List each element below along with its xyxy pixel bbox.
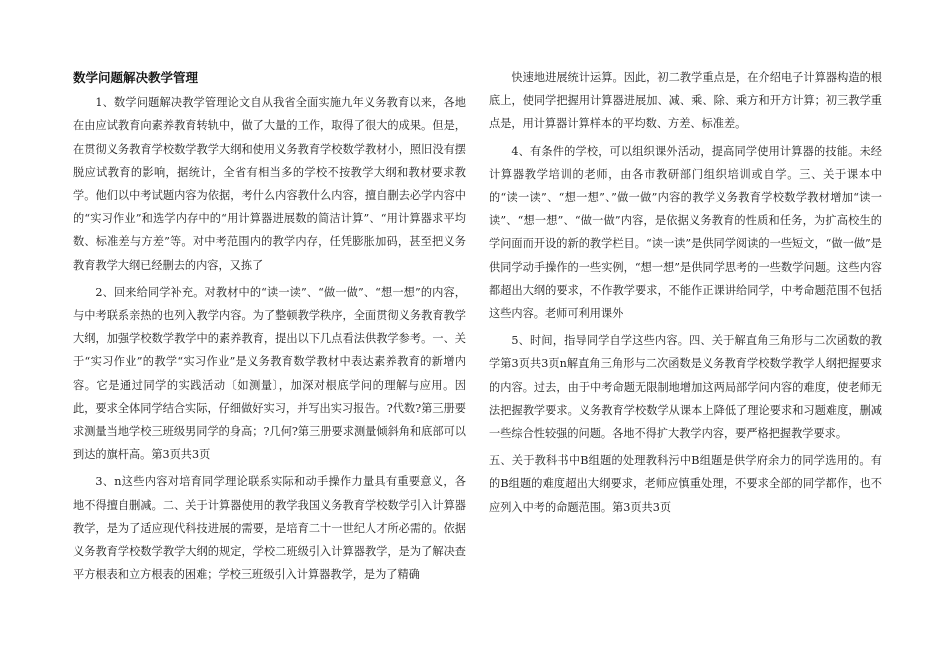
paragraph-6: 五、关于教科书中B组题的处理教科污中B组题是供学府余力的同学选用的。有的B组题的难度超出大纲要求，老师应慎重处理，不要求全部的同学都作，也不应列入中考的命题范围。第3页共3页: [489, 454, 882, 514]
right-column: [489, 66, 882, 523]
paragraph-3: 3、n这些内容对培育同学理论联系实际和动手操作力量具有重要意义，各地不得擅自删减。二、关于计算器使用的教学我国义务教育学校数学引入计算器教学，是为了适应现代科技进展的需要，是培育二十一世纪人才所必需的。依据义务教育学校数学教学大纲的规定，学校二班级引入计算器教学，是为了解决查平方根表和立方根表的困难；学校三班级引入计算器教学，是为了精确: [73, 475, 466, 582]
paragraph-2: 2、回来给同学补充。对教材中的“读一读”、“做一做”、“想一想”的内容，与中考联系亲热的也列入教学内容。为了整顿教学秩序，全面贯彻义务教育教学大纲，加强学校数学教学中的素养教育，提出以下几点看法供教学参考。一、关于“实习作业”的教学“实习作业”是义务教育数学教材中表达素养教育的新增内容。它是通过同学的实践活动〔如测量〕，加深对根底学问的理解与应用。因此，要求全体同学结合实际，仔细做好实习，并写出实习报告。?代数?第三册要求测量当地学校三班级男同学的身高；?几何?第三册要求测量倾斜角和底部可以到达的旗杆高。第3页共3页: [73, 285, 466, 462]
left-column: [73, 66, 466, 590]
document-title: 数学问题解决教学管理: [73, 70, 199, 85]
paragraph-4: 4、有条件的学校，可以组织课外活动，提高同学使用计算器的技能。未经计算器教学培训的老师，由各市教研部门组织培训或自学。三、关于课本中的“读一读”、“想一想”、”做一做”内容的教学义务教育学校数学教材增加“读一读”、“想一想”、“做一做”内容，是依据义务教育的性质和任务，为扩高校生的学问面而开设的新的教学栏目。“读一读”是供同学阅读的一些短文，“做一做”是供同学动手操作的一些实例，“想一想”是供同学思考的一些数学问题。这些内容都超出大纲的要求，不作教学要求，不能作正课讲给同学，中考命题范围不包括这些内容。老师可利用课外: [489, 144, 882, 321]
paragraph-3-continued: 快速地进展统计运算。因此，初二教学重点是，在介绍电子计算器构造的根底上，使同学把握用计算器进展加、减、乘、除、乘方和开方计算；初三教学重点是，用计算器计算样本的平均数、方差、标准差。: [489, 71, 882, 131]
paragraph-5: 5、时间，指导同学自学这些内容。四、关于解直角三角形与二次函数的教学第3页共3页n解直角三角形与二次函数是义务教育学校数学教学人纲把握要求的内容。过去，由于中考命题无限制地增加这两局部学问内容的难度，使老师无法把握教学要求。义务教育学校数学从课本上降低了理论要求和习题难度，删减一些综合性较强的问题。各地不得扩大教学内容，要严格把握教学要求。: [489, 334, 882, 441]
paragraph-1: 1、数学问题解决教学管理论文自从我省全面实施九年义务教育以来，各地在由应试教育向素养教育转轨中，做了大量的工作，取得了很大的成果。但是，在贯彻义务教育学校数学教学大纲和使用义务教育学校数学教材小，照旧没有摆脱应试教育的影响，据统计，全省有相当多的学校不按教学大纲和教材要求教学。他们以中考试题内容为依据，考什么内容教什么内容，擅自删去必学内容中的“实习作业”和选学内存中的“用计算器进展数的简洁计算”、“用计算器求平均数、标准差与方差”等。对中考范围内的教学内存，任凭膨胀加码，甚至把义务教育教学大纲已经删去的内容，又拣了: [73, 96, 466, 272]
